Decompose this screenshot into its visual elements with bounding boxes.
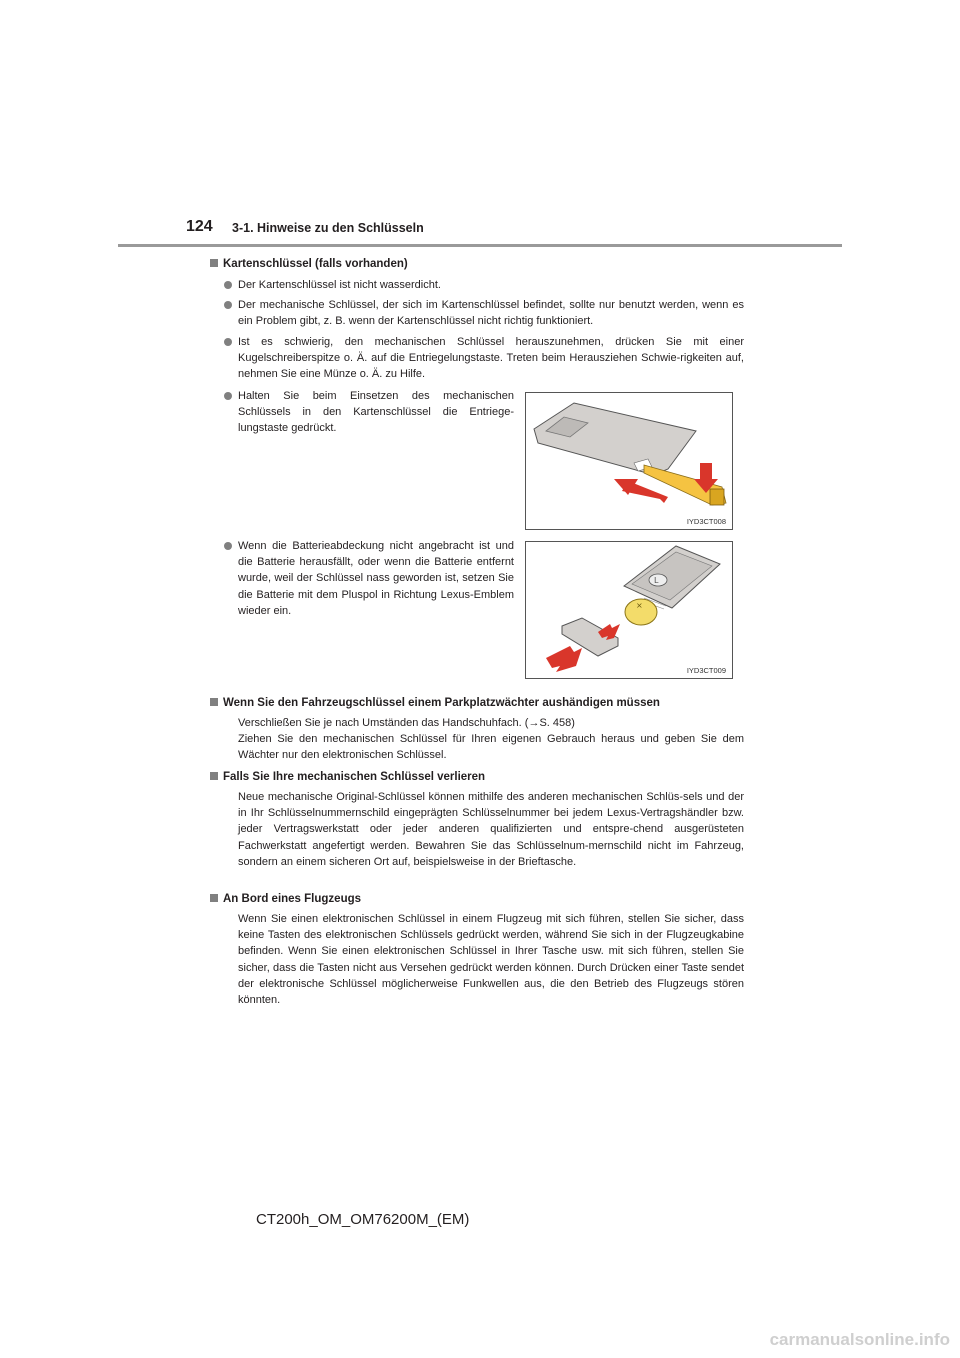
bullet-remove-key: Ist es schwierig, den mechanischen Schlüssel herauszunehmen, drücken Sie mit einer Kugelschreiberspitze o. Ä. auf die Entriegelungstaste. Treten beim Herausziehen Schwie-rigkeiten auf, nehmen Sie eine Münze o. Ä. zu Hilfe. [224, 334, 744, 383]
header-rule [118, 244, 842, 247]
bullet-battery: Wenn die Batterieabdeckung nicht angebracht ist und die Batterie herausfällt, oder wenn die Batterie entfernt wurde, weil der Schlüssel nass geworden ist, setzen Sie die Batterie mit dem Pluspol in Richtung Lexus-Emblem wieder ein. [224, 538, 514, 619]
heading-card-key: Kartenschlüssel (falls vorhanden) [210, 256, 408, 272]
bullet-mechanical-key-use: Der mechanische Schlüssel, der sich im Kartenschlüssel befindet, sollte nur benutzt werden, wenn es ein Problem gibt, z. B. wenn der Kartenschlüssel nicht richtig funktioniert. [224, 297, 744, 329]
heading-square-icon [210, 772, 218, 780]
lost-keys-text: Neue mechanische Original-Schlüssel können mithilfe des anderen mechanischen Schlüs-sels und der in Ihr Schlüsselnummernschild eingeprägten Schlüsselnummer bei jedem Lexus-Vertragshändler bzw. jeder Vertragswerkstatt oder jeder anderen qualifizierten und entspre-chend ausgerüsteten Fachwerkstatt angefertigt werden. Bewahren Sie das Schlüsselnum-mernschild nicht im Fahrzeug, sondern an einem sicheren Ort auf, beispielsweise in der Brieftasche. [238, 791, 744, 868]
heading-square-icon [210, 894, 218, 902]
bullet-dot-icon [224, 542, 232, 550]
bullet-not-waterproof: Der Kartenschlüssel ist nicht wasserdicht. [224, 277, 744, 293]
figure-code: IYD3CT009 [686, 666, 726, 675]
figure-code: IYD3CT008 [686, 517, 726, 526]
svg-text:×: × [636, 601, 643, 610]
heading-aircraft: An Bord eines Flugzeugs [210, 891, 361, 907]
card-key-insertion-illustration [526, 393, 732, 529]
bullet-insert-key: Halten Sie beim Einsetzen des mechanischen Schlüssels in den Kartenschlüssel die Entriege-lungstaste gedrückt. [224, 388, 514, 437]
section-title: 3-1. Hinweise zu den Schlüsseln [232, 221, 424, 235]
heading-square-icon [210, 698, 218, 706]
watermark: carmanualsonline.info [769, 1330, 950, 1349]
figure-battery [525, 541, 733, 679]
aircraft-text: Wenn Sie einen elektronischen Schlüssel in einem Flugzeug mit sich führen, stellen Sie sicher, dass keine Tasten des elektronischen Schlüssels gedrückt werden, während Sie sich in der Flugzeugkabine befinden. Wenn Sie einen elektronischen Schlüssel in Ihrer Tasche usw. mit sich führen, stellen Sie sicher, dass die Tasten nicht aus Versehen gedrückt werden können. Durch Drücken einer Taste sendet der elektronische Schlüssel möglicherweise Funkwellen aus, die den Betrieb des Flugzeugs stören könnten. [238, 913, 744, 1007]
svg-text:L: L [654, 576, 659, 585]
bullet-dot-icon [224, 392, 232, 400]
battery-insertion-illustration [526, 542, 732, 678]
valet-text [238, 715, 744, 764]
bullet-dot-icon [224, 281, 232, 289]
bullet-dot-icon [224, 301, 232, 309]
heading-lost-keys: Falls Sie Ihre mechanischen Schlüssel verlieren [210, 769, 485, 785]
bullet-dot-icon [224, 338, 232, 346]
heading-square-icon [210, 259, 218, 267]
figure-insert-key [525, 392, 733, 530]
valet-line-glovebox: Verschließen Sie je nach Umständen das Handschuhfach. (→S. 458) [238, 717, 575, 729]
page-number: 124 [186, 218, 213, 235]
heading-valet: Wenn Sie den Fahrzeugschlüssel einem Parkplatzwächter aushändigen müssen [210, 695, 660, 711]
document-code: CT200h_OM_OM76200M_(EM) [256, 1211, 470, 1228]
valet-line-mechanical-key: Ziehen Sie den mechanischen Schlüssel für Ihren eigenen Gebrauch heraus und geben Sie dem Wächter nur den elektronischen Schlüssel. [238, 733, 744, 762]
